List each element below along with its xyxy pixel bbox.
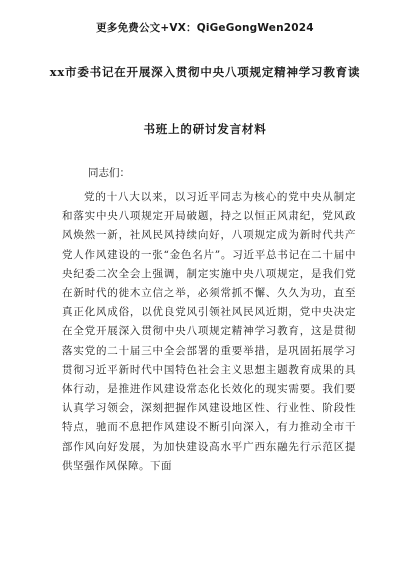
- salutation: 同志们：: [88, 167, 130, 179]
- document-title-line1: xx市委书记在开展深入贯彻中央八项规定精神学习教育读: [49, 65, 361, 79]
- body-paragraph: 党的十八大以来，以习近平同志为核心的党中央从制定和落实中央八项规定开局破题，持之以恒正风肃纪，党风政风焕然一新，社风民风持续向好，八项规定成为新时代共产党人作风建设的一张“金色名片”。习近平总书记在二十届中央纪委二次全会上强调，制定实施中央八项规定，是我们党在新时代的徙木立信之举，必须常抓不懈、久久为功，直至真正化风成俗，以优良党风引领社风民风近期，党中央决定在全党开展深入贯彻中央八项规定精神学习教育，这是贯彻落实党的二十届三中全会部署的重要举措，是巩固拓展学习贯彻习近平新时代中国特色社会主义思想主题教育成果的具体行动，是推进作风建设常态化长效化的现实需要。我们要认真学习领会，深刻把握作风建设地区性、行业性、阶段性特点，驰而不息把作风建设不断引向深入，有力推动全市干部作风向好发展，为加快建设高水平广西东融先行示范区提供坚强作风保障。下面: [62, 191, 356, 472]
- document-title-line2: 书班上的研讨发言材料: [143, 122, 267, 136]
- header-note: 更多免费公文+VX：QiGeGongWen2024: [96, 22, 314, 34]
